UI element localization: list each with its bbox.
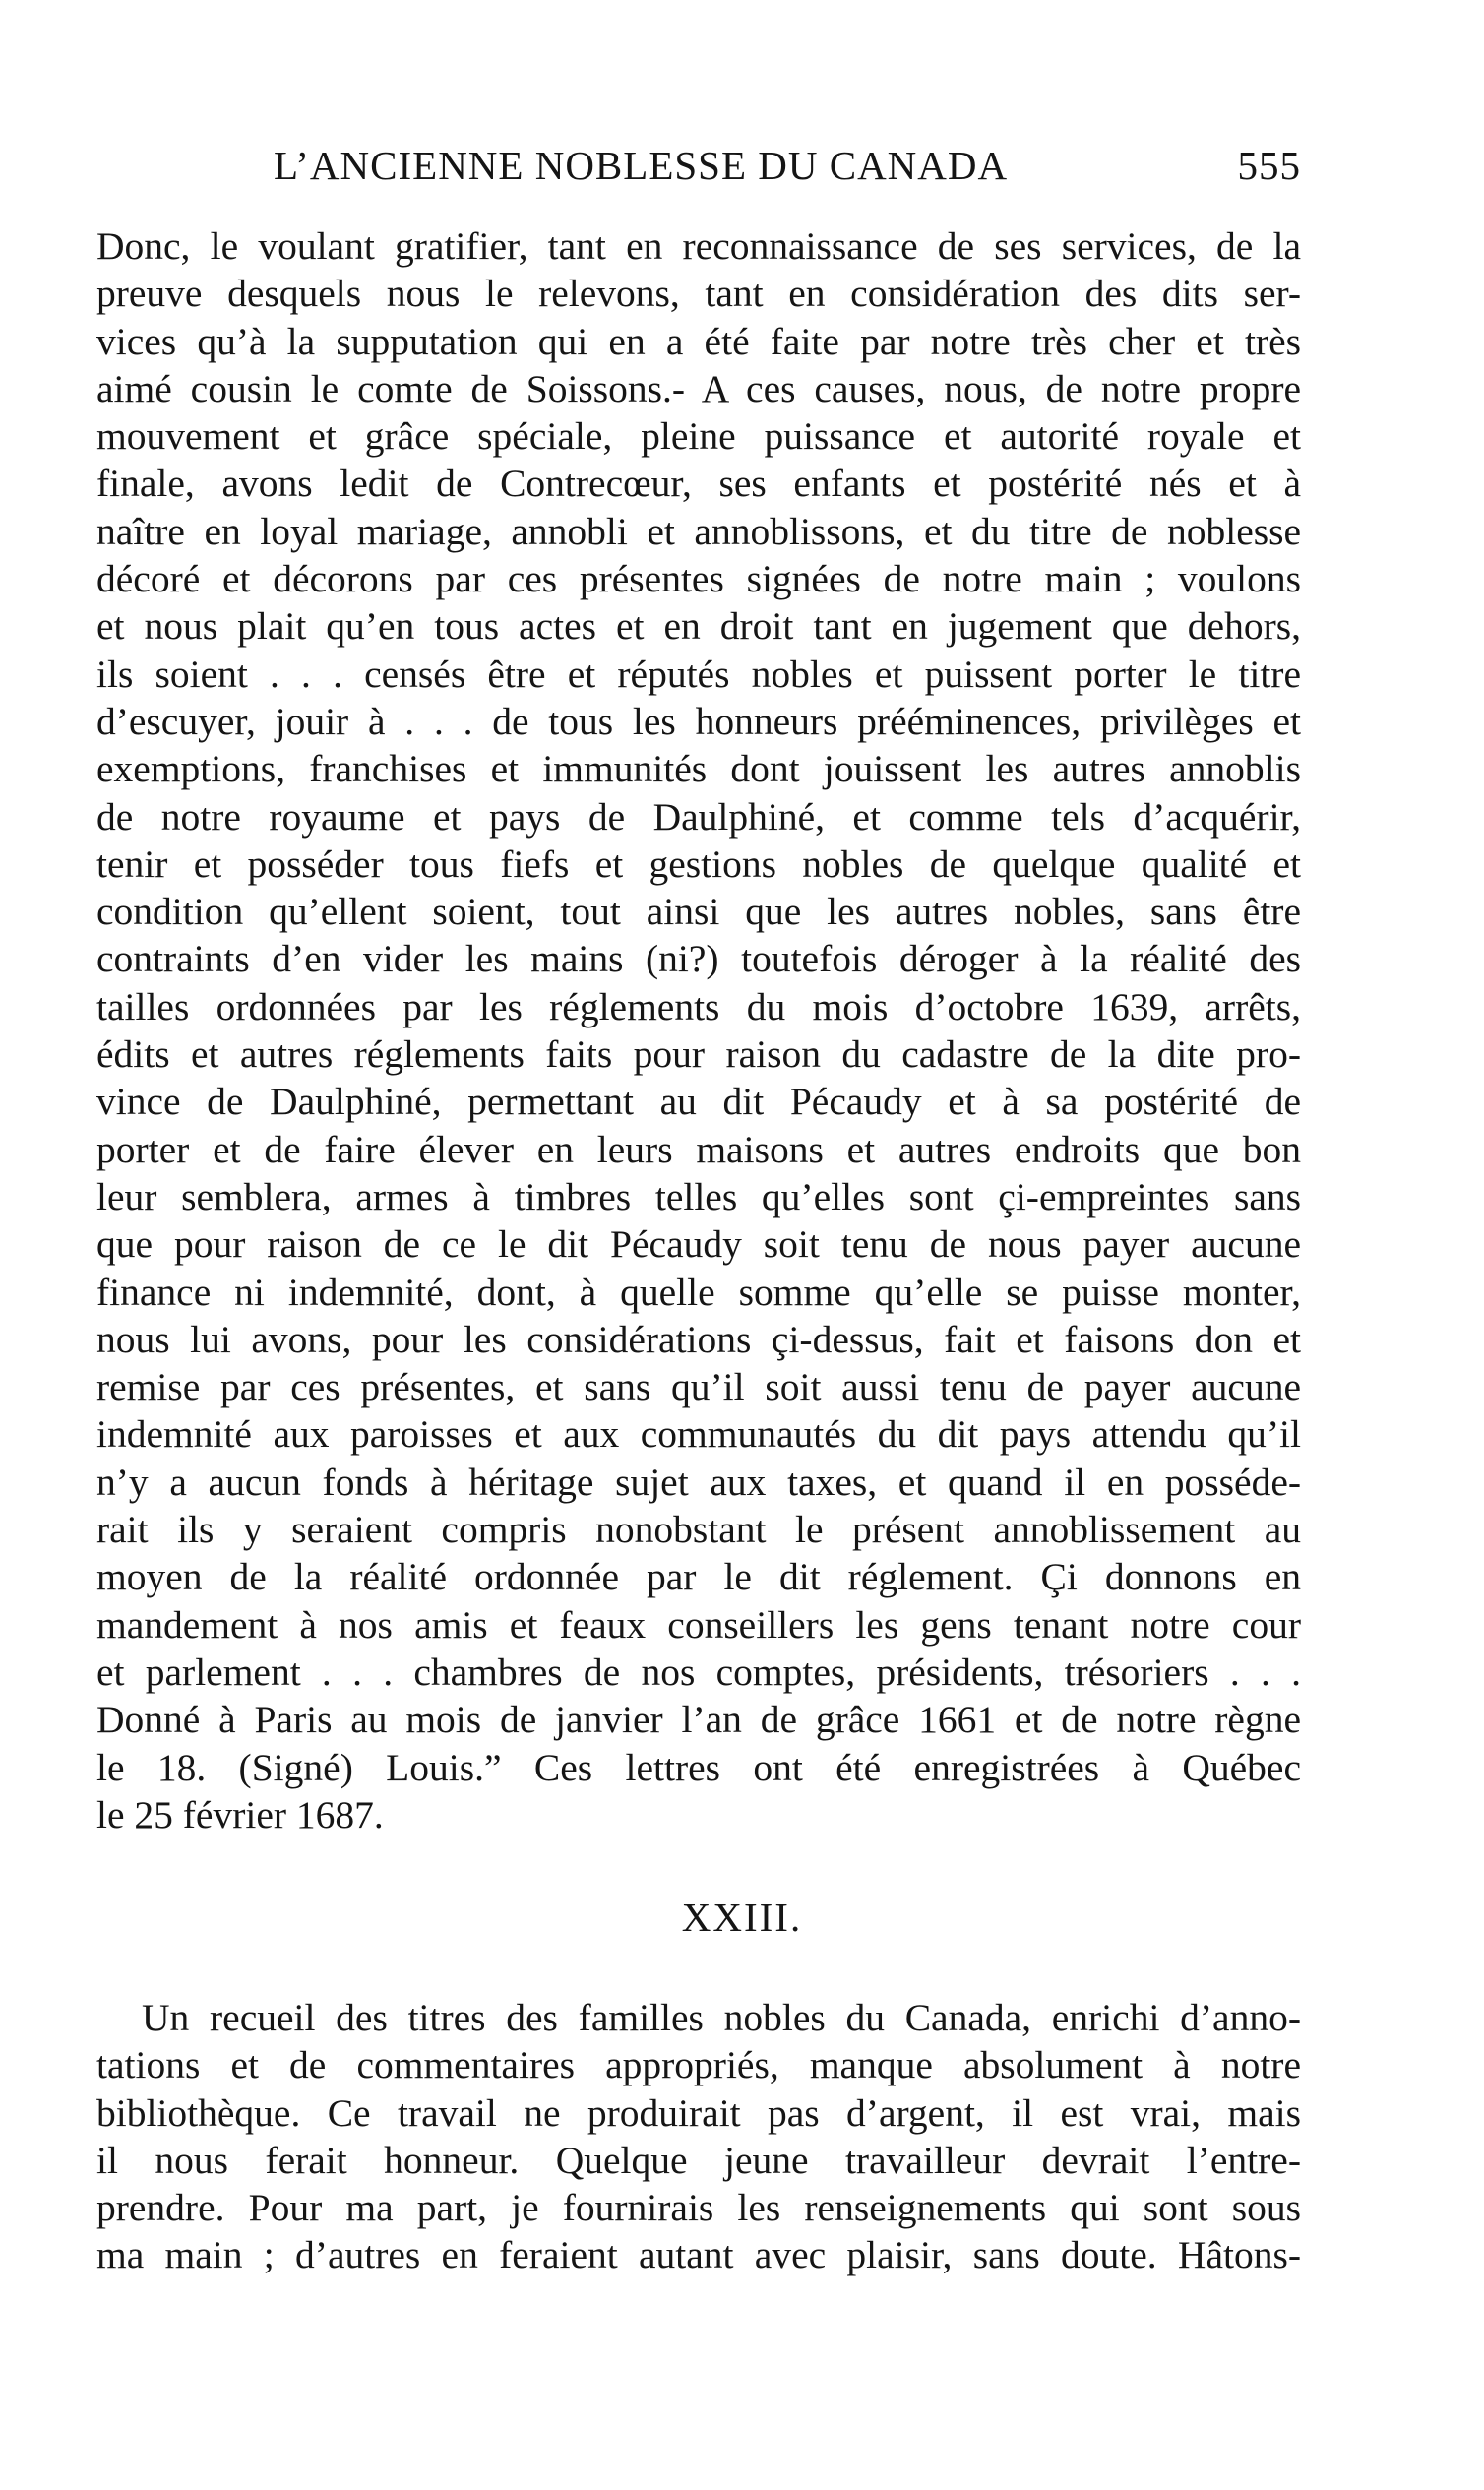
text-line: moyen de la réalité ordonnée par le dit réglement. Çi donnons en [96,1555,1301,1599]
running-header [96,136,1301,195]
text-line: exemptions, franchises et immunités dont jouissent les autres annoblis [96,747,1301,791]
text-line: édits et autres réglements faits pour raison du cadastre de la dite pro- [96,1032,1301,1077]
text-line: le 25 février 1687. [96,1792,384,1836]
text-line: finance ni indemnité, dont, à quelle somme qu’elle se puisse monter, [96,1270,1301,1314]
text-line: tenir et posséder tous fiefs et gestions nobles de quelque qualité et [96,841,1301,886]
text-line: finale, avons ledit de Contrecœur, ses enfants et postérité nés et à [96,462,1301,506]
text-line: il nous ferait honneur. Quelque jeune travailleur devrait l’entre- [96,2138,1301,2182]
text-line: leur semblera, armes à timbres telles qu’elles sont çi-empreintes sans [96,1174,1301,1218]
text-line: Un recueil des titres des familles nobles du Canada, enrichi d’anno- [142,1996,1301,2039]
paragraph-letters-patent [96,222,1301,1838]
text-line: bibliothèque. Ce travail ne produirait pas d’argent, il est vrai, mais [96,2090,1301,2135]
text-line: le 18. (Signé) Louis.” Ces lettres ont été enregistrées à Québec [96,1745,1301,1789]
text-line: nous lui avons, pour les considérations çi-dessus, fait et faisons don et [96,1317,1301,1361]
text-line: mandement à nos amis et feaux conseillers les gens tenant notre cour [96,1602,1301,1647]
text-line: aimé cousin le comte de Soissons.- A ces causes, nous, de notre propre [96,366,1301,410]
running-title: L’ANCIENNE NOBLESSE DU CANADA [274,143,1009,188]
page-number: 555 [1237,143,1301,188]
text-line: indemnité aux paroisses et aux communautés du dit pays attendu qu’il [96,1412,1301,1457]
text-line: rait ils y seraient compris nonobstant le présent annoblissement au [96,1508,1301,1552]
text-line: porter et de faire élever en leurs maisons et autres endroits que bon [96,1127,1301,1171]
text-line: mouvement et grâce spéciale, pleine puissance et autorité royale et [96,414,1301,459]
text-line: remise par ces présentes, et sans qu’il soit aussi tenu de payer aucune [96,1365,1301,1409]
text-line: vince de Daulphiné, permettant au dit Pécaudy et à sa postérité de [96,1080,1301,1124]
text-line: Donné à Paris au mois de janvier l’an de grâce 1661 et de notre règne [96,1698,1301,1742]
text-line: tations et de commentaires appropriés, manque absolument à notre [96,2043,1301,2087]
text-line: de notre royaume et pays de Daulphiné, et comme tels d’acquérir, [96,794,1301,839]
text-line: preuve desquels nous le relevons, tant en considération des dits ser- [96,272,1301,316]
text-line: n’y a aucun fonds à héritage sujet aux taxes, et quand il en possédе- [96,1460,1301,1504]
text-line: tailles ordonnées par les réglements du mois d’octobre 1639, arrêts, [96,984,1301,1028]
text-line: ils soient . . . censés être et réputés nobles et puissent porter le titre [96,652,1301,696]
paragraph-section-xxiii [96,1994,1301,2279]
text-line: vices qu’à la supputation qui en a été faite par notre très cher et très [96,319,1301,363]
text-line: que pour raison de ce le dit Pécaudy soit tenu de nous payer aucune [96,1222,1301,1267]
text-line: et parlement . . . chambres de nos comptes, présidents, trésoriers . . . [96,1650,1301,1694]
text-line: Donc, le voulant gratifier, tant en reconnaissance de ses services, de la [96,224,1301,268]
text-line: et nous plait qu’en tous actes et en droit tant en jugement que dehors, [96,604,1301,649]
text-line: condition qu’ellent soient, tout ainsi que les autres nobles, sans être [96,890,1301,934]
text-line: décoré et décorons par ces présentes signées de notre main ; voulons [96,557,1301,601]
section-heading: XXIII. [681,1895,803,1940]
text-line: prendre. Pour ma part, je fournirais les renseignements qui sont sous [96,2186,1301,2230]
text-line: d’escuyer, jouir à . . . de tous les honneurs prééminences, privilèges et [96,699,1301,743]
text-line: contraints d’en vider les mains (ni?) toutefois déroger à la réalité des [96,937,1301,981]
text-line: ma main ; d’autres en feraient autant avec plaisir, sans doute. Hâtons- [96,2233,1301,2277]
text-line: naître en loyal mariage, annobli et annoblissons, et du titre de noblesse [96,509,1301,553]
